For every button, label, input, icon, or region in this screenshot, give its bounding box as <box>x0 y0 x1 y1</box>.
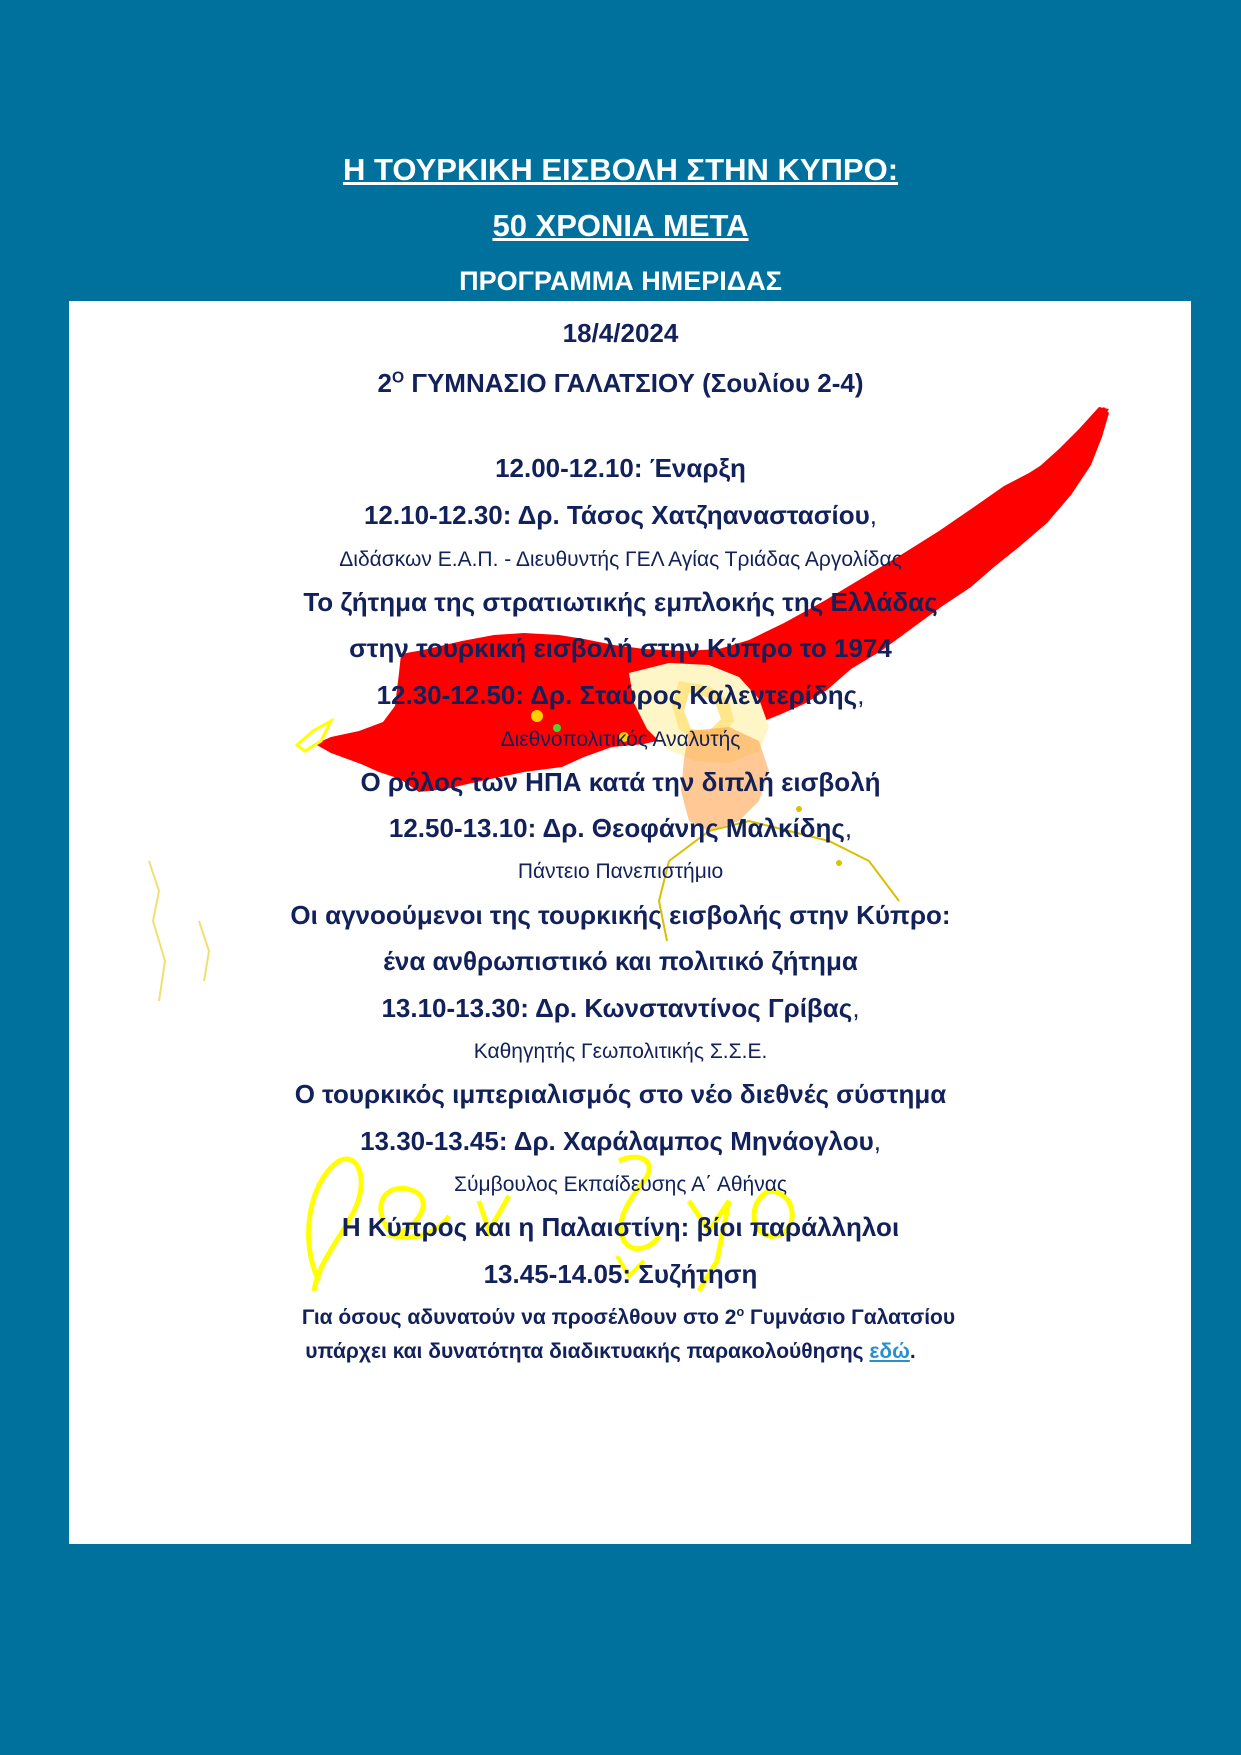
footer-text: Για όσους αδυνατούν να προσέλθουν στο 2 <box>301 1306 737 1329</box>
period: . <box>909 1340 916 1363</box>
footer-streaming-text: υπάρχει και δυνατότητα διαδικτυακής παρακολούθησης <box>305 1340 870 1363</box>
session-opening: 12.00-12.10: Έναρξη <box>495 453 746 483</box>
stream-link[interactable]: εδώ <box>869 1340 910 1363</box>
footer-school: Γυμνάσιο Γαλατσίου <box>744 1306 956 1329</box>
session-4-affiliation: Καθηγητής Γεωπολιτικής Σ.Σ.Ε. <box>473 1040 768 1063</box>
title-line-1: Η ΤΟΥΡΚΙΚΗ ΕΙΣΒΟΛΗ ΣΤΗΝ ΚΥΠΡΟ: <box>342 152 899 187</box>
session-4-time-speaker <box>0 993 1241 1024</box>
footer-line-1 <box>8 1305 1241 1330</box>
session-5-topic-line-1: Η Κύπρος και η Παλαιστίνη: βίοι παράλληλοι <box>341 1212 900 1242</box>
event-date: 18/4/2024 <box>562 318 679 348</box>
title-line-2: 50 ΧΡΟΝΙΑ ΜΕΤΑ <box>492 208 749 243</box>
session-discussion: 13.45-14.05: Συζήτηση <box>483 1259 758 1289</box>
session-3-affiliation: Πάντειο Πανεπιστήμιο <box>517 860 724 883</box>
venue-name: ΓΥΜΝΑΣΙΟ ΓΑΛΑΤΣΙΟΥ (Σουλίου 2-4) <box>404 368 864 398</box>
session-1-label: 12.10-12.30: Δρ. Τάσος Χατζηαναστασίου <box>363 500 870 530</box>
session-3-topic-line-1: Οι αγνοούμενοι της τουρκικής εισβολής στην Κύπρο: <box>290 900 951 930</box>
venue-number: 2 <box>377 368 392 398</box>
session-1-affiliation: Διδάσκων Ε.Α.Π. - Διευθυντής ΓΕΛ Αγίας Τριάδας Αργολίδας <box>339 548 902 571</box>
session-4-topic-line-1: Ο τουρκικός ιμπεριαλισμός στο νέο διεθνές σύστημα <box>294 1079 947 1109</box>
comma: , <box>844 813 853 843</box>
venue-ordinal: Ο <box>391 369 405 387</box>
session-2-affiliation: Διεθνοπολιτικός Αναλυτής <box>500 728 741 751</box>
footer-ordinal: ο <box>736 1305 745 1319</box>
session-4-label: 13.10-13.30: Δρ. Κωνσταντίνος Γρίβας <box>381 993 853 1023</box>
comma: , <box>869 500 878 530</box>
comma: , <box>852 993 860 1023</box>
comma: , <box>873 1126 881 1156</box>
comma: , <box>857 680 865 710</box>
session-3-label: 12.50-13.10: Δρ. Θεοφάνης Μαλκίδης <box>388 813 845 843</box>
session-3-time-speaker <box>0 813 1241 844</box>
footer-line-2 <box>0 1340 1231 1364</box>
session-5-time-speaker <box>0 1126 1241 1157</box>
session-3-topic-line-2: ένα ανθρωπιστικό και πολιτικό ζήτημα <box>383 946 858 976</box>
session-2-label: 12.30-12.50: Δρ. Σταύρος Καλεντερίδης <box>376 680 858 710</box>
event-venue <box>0 368 1241 399</box>
session-5-affiliation: Σύμβουλος Εκπαίδευσης Α΄ Αθήνας <box>454 1173 787 1196</box>
session-2-topic-line-1: Ο ρόλος των ΗΠΑ κατά την διπλή εισβολή <box>360 767 881 797</box>
session-1-time-speaker <box>0 500 1241 531</box>
session-1-topic-line-2: στην τουρκική εισβολή στην Κύπρο το 1974 <box>349 633 892 663</box>
session-5-label: 13.30-13.45: Δρ. Χαράλαμπος Μηνάογλου <box>360 1126 874 1156</box>
session-1-topic-line-1: Το ζήτημα της στρατιωτικής εμπλοκής της Ελλάδας <box>303 587 938 617</box>
session-2-time-speaker <box>0 680 1241 711</box>
program-subtitle: ΠΡΟΓΡΑΜΜΑ ΗΜΕΡΙΔΑΣ <box>459 266 782 296</box>
